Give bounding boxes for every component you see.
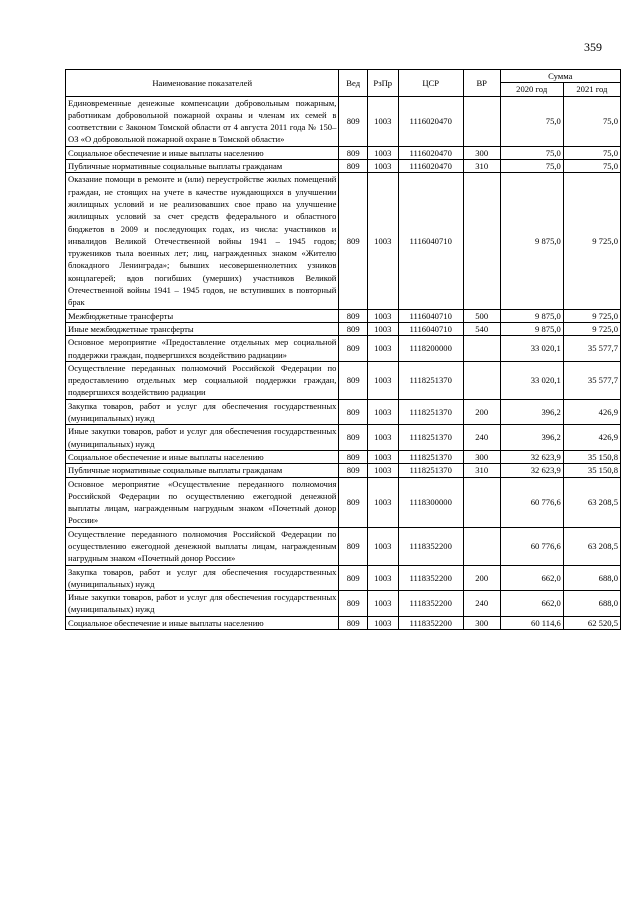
row-vr-cell — [463, 477, 500, 527]
row-2020-cell: 662,0 — [500, 591, 563, 617]
row-csr-cell: 1118352200 — [398, 565, 463, 591]
row-name-cell: Иные закупки товаров, работ и услуг для обеспечения государственных (муниципальных) нужд — [66, 591, 339, 617]
row-2021-cell: 35 577,7 — [563, 336, 620, 362]
row-2020-cell: 9 875,0 — [500, 322, 563, 335]
row-2021-cell: 9 725,0 — [563, 309, 620, 322]
table-row — [66, 336, 621, 362]
row-name-cell: Осуществление переданных полномочий Российской Федерации по предоставлению отдельных мер социальной поддержки граждан, подвергшихся воздействию радиации — [66, 361, 339, 399]
row-rzpr-cell: 1003 — [367, 309, 398, 322]
row-ved-cell: 809 — [339, 96, 368, 146]
row-2021-cell: 62 520,5 — [563, 616, 620, 629]
row-csr-cell: 1118251370 — [398, 450, 463, 463]
row-ved-cell: 809 — [339, 309, 368, 322]
row-vr-cell: 500 — [463, 309, 500, 322]
header-year-2020: 2020 год — [500, 83, 563, 96]
row-csr-cell: 1116040710 — [398, 173, 463, 309]
row-rzpr-cell: 1003 — [367, 477, 398, 527]
table-row — [66, 527, 621, 565]
row-2021-cell: 63 208,5 — [563, 527, 620, 565]
header-vr: ВР — [463, 70, 500, 97]
row-name-cell: Иные межбюджетные трансферты — [66, 322, 339, 335]
row-2020-cell: 75,0 — [500, 160, 563, 173]
row-ved-cell: 809 — [339, 399, 368, 425]
row-name-cell: Социальное обеспечение и иные выплаты населению — [66, 146, 339, 159]
row-2021-cell: 426,9 — [563, 425, 620, 451]
row-vr-cell: 240 — [463, 591, 500, 617]
row-vr-cell — [463, 527, 500, 565]
row-csr-cell: 1118200000 — [398, 336, 463, 362]
row-2020-cell: 33 020,1 — [500, 336, 563, 362]
row-2021-cell: 688,0 — [563, 565, 620, 591]
header-ved: Вед — [339, 70, 368, 97]
row-name-cell: Оказание помощи в ремонте и (или) переустройстве жилых помещений граждан, не стоящих на учете в качестве нуждающихся в улучшении жилищных условий и не реализовавших свое право на улучшение жилищных условий за счет средств федерального и областного бюджетов в 2009 и последующих годах, из числа: участников и инвалидов Великой Отечественной войны 1941 – 1945 годов; тружеников тыла военных лет; лиц, награжденных знаком «Жителю блокадного Ленинграда»; бывших несовершеннолетних узников концлагерей; вдов погибших (умерших) участников Великой Отечественной войны 1941 – 1945 годов, не вступивших в повторный брак — [66, 173, 339, 309]
table-row — [66, 477, 621, 527]
row-name-cell: Закупка товаров, работ и услуг для обеспечения государственных (муниципальных) нужд — [66, 565, 339, 591]
row-csr-cell: 1118352200 — [398, 616, 463, 629]
row-vr-cell — [463, 96, 500, 146]
row-name-cell: Иные закупки товаров, работ и услуг для обеспечения государственных (муниципальных) нужд — [66, 425, 339, 451]
table-row — [66, 322, 621, 335]
table-row — [66, 361, 621, 399]
header-year-2021: 2021 год — [563, 83, 620, 96]
row-rzpr-cell: 1003 — [367, 450, 398, 463]
row-name-cell: Публичные нормативные социальные выплаты гражданам — [66, 160, 339, 173]
row-vr-cell — [463, 361, 500, 399]
row-csr-cell: 1116020470 — [398, 160, 463, 173]
row-csr-cell: 1118352200 — [398, 591, 463, 617]
row-csr-cell: 1116040710 — [398, 322, 463, 335]
row-2021-cell: 75,0 — [563, 146, 620, 159]
row-rzpr-cell: 1003 — [367, 173, 398, 309]
table-body — [66, 96, 621, 629]
row-2020-cell: 33 020,1 — [500, 361, 563, 399]
row-csr-cell: 1116040710 — [398, 309, 463, 322]
row-2021-cell: 63 208,5 — [563, 477, 620, 527]
table-row — [66, 565, 621, 591]
row-rzpr-cell: 1003 — [367, 336, 398, 362]
row-2020-cell: 32 623,9 — [500, 450, 563, 463]
row-name-cell: Основное мероприятие «Осуществление переданного полномочия Российской Федерации по осуществлению ежегодной денежной выплаты лицам, награжденным нагрудным знаком «Почетный донор России» — [66, 477, 339, 527]
row-ved-cell: 809 — [339, 591, 368, 617]
table-row — [66, 425, 621, 451]
row-2021-cell: 35 150,8 — [563, 450, 620, 463]
row-vr-cell — [463, 336, 500, 362]
row-rzpr-cell: 1003 — [367, 565, 398, 591]
row-vr-cell: 540 — [463, 322, 500, 335]
row-2020-cell: 9 875,0 — [500, 309, 563, 322]
row-ved-cell: 809 — [339, 146, 368, 159]
row-rzpr-cell: 1003 — [367, 399, 398, 425]
row-rzpr-cell: 1003 — [367, 361, 398, 399]
row-2021-cell: 688,0 — [563, 591, 620, 617]
row-vr-cell: 200 — [463, 399, 500, 425]
table-row — [66, 464, 621, 477]
row-2021-cell: 75,0 — [563, 96, 620, 146]
row-ved-cell: 809 — [339, 336, 368, 362]
table-row — [66, 309, 621, 322]
row-ved-cell: 809 — [339, 616, 368, 629]
row-name-cell: Публичные нормативные социальные выплаты гражданам — [66, 464, 339, 477]
table-row — [66, 450, 621, 463]
row-vr-cell: 200 — [463, 565, 500, 591]
row-vr-cell: 300 — [463, 146, 500, 159]
row-2020-cell: 75,0 — [500, 146, 563, 159]
row-ved-cell: 809 — [339, 477, 368, 527]
row-rzpr-cell: 1003 — [367, 527, 398, 565]
row-2020-cell: 75,0 — [500, 96, 563, 146]
row-ved-cell: 809 — [339, 565, 368, 591]
header-csr: ЦСР — [398, 70, 463, 97]
row-ved-cell: 809 — [339, 450, 368, 463]
row-ved-cell: 809 — [339, 173, 368, 309]
row-2021-cell: 9 725,0 — [563, 322, 620, 335]
table-row — [66, 616, 621, 629]
row-csr-cell: 1118251370 — [398, 399, 463, 425]
table-row — [66, 160, 621, 173]
row-vr-cell: 240 — [463, 425, 500, 451]
row-ved-cell: 809 — [339, 160, 368, 173]
row-2020-cell: 396,2 — [500, 425, 563, 451]
row-2021-cell: 426,9 — [563, 399, 620, 425]
row-vr-cell: 300 — [463, 450, 500, 463]
page-number: 359 — [584, 40, 602, 54]
budget-table — [65, 69, 621, 630]
row-2021-cell: 9 725,0 — [563, 173, 620, 309]
row-2021-cell: 35 150,8 — [563, 464, 620, 477]
row-2021-cell: 35 577,7 — [563, 361, 620, 399]
table-row — [66, 96, 621, 146]
row-name-cell: Социальное обеспечение и иные выплаты населению — [66, 450, 339, 463]
row-rzpr-cell: 1003 — [367, 96, 398, 146]
row-2020-cell: 32 623,9 — [500, 464, 563, 477]
row-ved-cell: 809 — [339, 425, 368, 451]
row-csr-cell: 1118251370 — [398, 361, 463, 399]
table-row — [66, 146, 621, 159]
row-csr-cell: 1116020470 — [398, 96, 463, 146]
row-2020-cell: 60 776,6 — [500, 477, 563, 527]
header-row — [66, 70, 621, 83]
row-2020-cell: 396,2 — [500, 399, 563, 425]
row-name-cell: Закупка товаров, работ и услуг для обеспечения государственных (муниципальных) нужд — [66, 399, 339, 425]
row-rzpr-cell: 1003 — [367, 322, 398, 335]
row-name-cell: Основное мероприятие «Предоставление отдельных мер социальной поддержки граждан, подвергшихся воздействию радиации» — [66, 336, 339, 362]
row-rzpr-cell: 1003 — [367, 146, 398, 159]
row-2020-cell: 60 114,6 — [500, 616, 563, 629]
row-ved-cell: 809 — [339, 361, 368, 399]
row-name-cell: Социальное обеспечение и иные выплаты населению — [66, 616, 339, 629]
row-csr-cell: 1116020470 — [398, 146, 463, 159]
row-rzpr-cell: 1003 — [367, 591, 398, 617]
row-csr-cell: 1118251370 — [398, 464, 463, 477]
row-vr-cell: 310 — [463, 160, 500, 173]
row-ved-cell: 809 — [339, 322, 368, 335]
row-2020-cell: 9 875,0 — [500, 173, 563, 309]
row-rzpr-cell: 1003 — [367, 464, 398, 477]
row-2020-cell: 662,0 — [500, 565, 563, 591]
table-row — [66, 173, 621, 309]
table-row — [66, 591, 621, 617]
row-csr-cell: 1118352200 — [398, 527, 463, 565]
row-csr-cell: 1118300000 — [398, 477, 463, 527]
row-csr-cell: 1118251370 — [398, 425, 463, 451]
header-rzpr: РзПр — [367, 70, 398, 97]
row-ved-cell: 809 — [339, 464, 368, 477]
header-sum: Сумма — [500, 70, 620, 83]
row-2021-cell: 75,0 — [563, 160, 620, 173]
row-vr-cell — [463, 173, 500, 309]
row-ved-cell: 809 — [339, 527, 368, 565]
row-rzpr-cell: 1003 — [367, 616, 398, 629]
header-name: Наименование показателей — [66, 70, 339, 97]
row-rzpr-cell: 1003 — [367, 425, 398, 451]
row-name-cell: Осуществление переданного полномочия Российской Федерации по осуществлению ежегодной денежной выплаты лицам, награжденным нагрудным знаком «Почетный донор России» — [66, 527, 339, 565]
row-vr-cell: 300 — [463, 616, 500, 629]
table-row — [66, 399, 621, 425]
row-name-cell: Единовременные денежные компенсации добровольным пожарным, работникам добровольной пожарной охраны и членам их семей в соответствии с Законом Томской области от 4 августа 2011 года № 150–ОЗ «О добровольной пожарной охране в Томской области» — [66, 96, 339, 146]
row-name-cell: Межбюджетные трансферты — [66, 309, 339, 322]
row-vr-cell: 310 — [463, 464, 500, 477]
row-rzpr-cell: 1003 — [367, 160, 398, 173]
row-2020-cell: 60 776,6 — [500, 527, 563, 565]
